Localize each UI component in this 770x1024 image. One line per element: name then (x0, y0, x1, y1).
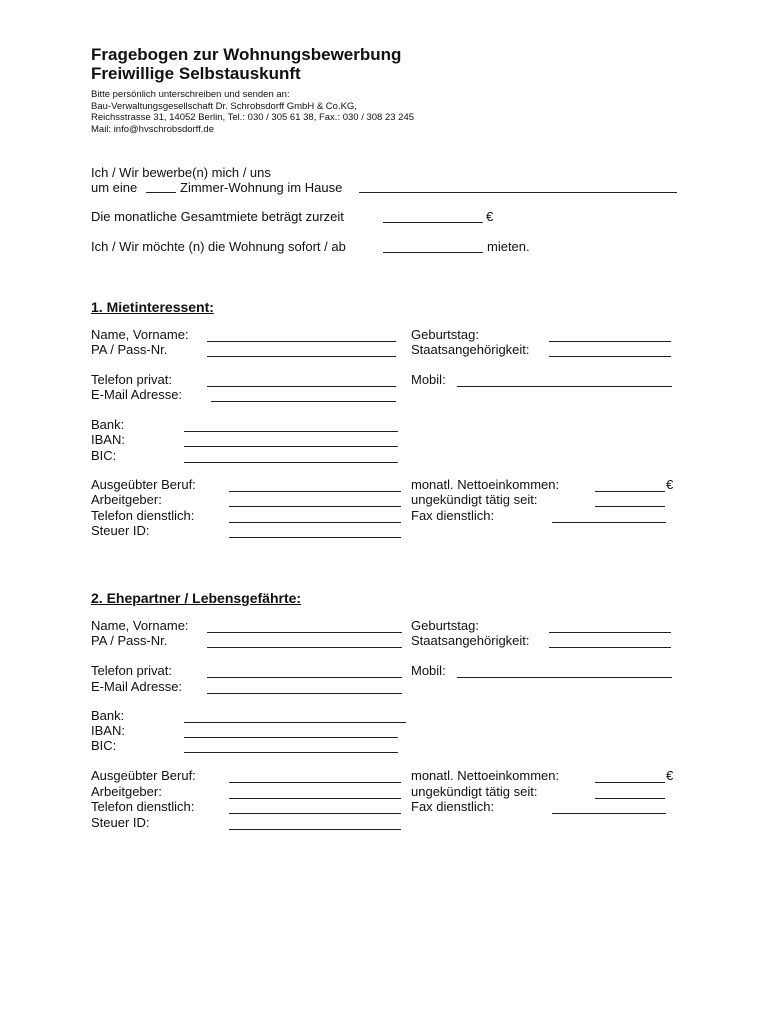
s2-birthday-label: Geburtstag: (411, 618, 479, 633)
rent-field[interactable] (383, 222, 483, 223)
document-subtitle: Freiwillige Selbstauskunft (91, 64, 301, 83)
s1-pass-field[interactable] (207, 356, 396, 357)
s1-phone-field[interactable] (207, 386, 396, 387)
application-line-2a: um eine (91, 180, 138, 195)
s1-fax-label: Fax dienstlich: (411, 508, 495, 523)
s2-tax-label: Steuer ID: (91, 815, 150, 830)
s1-job-label: Ausgeübter Beruf: (91, 477, 196, 492)
s1-phone-label: Telefon privat: (91, 372, 172, 387)
s1-work-phone-label: Telefon dienstlich: (91, 508, 195, 523)
s2-name-label: Name, Vorname: (91, 618, 189, 633)
s1-bic-label: BIC: (91, 448, 117, 463)
s2-phone-label: Telefon privat: (91, 663, 172, 678)
s2-name-field[interactable] (207, 632, 402, 633)
s2-bic-label: BIC: (91, 738, 117, 753)
s1-iban-label: IBAN: (91, 432, 125, 447)
s2-job-field[interactable] (229, 782, 401, 783)
s1-income-field[interactable] (595, 491, 665, 492)
s1-income-label: monatl. Nettoeinkommen: (411, 477, 560, 492)
s2-income-currency: € (666, 768, 674, 783)
s2-email-label: E-Mail Adresse: (91, 679, 183, 694)
s1-bic-field[interactable] (184, 462, 398, 463)
s1-tax-field[interactable] (229, 537, 401, 538)
s2-bank-label: Bank: (91, 708, 125, 723)
s1-work-phone-field[interactable] (229, 522, 401, 523)
s2-work-phone-field[interactable] (229, 813, 401, 814)
intro-line-3: Reichsstrasse 31, 14052 Berlin, Tel.: 030 / 305 61 38, Fax.: 030 / 308 23 245 (91, 112, 415, 123)
move-in-date-field[interactable] (383, 252, 483, 253)
s1-since-field[interactable] (595, 506, 665, 507)
s2-income-field[interactable] (595, 782, 665, 783)
s2-nationality-field[interactable] (549, 647, 671, 648)
s2-bank-field[interactable] (184, 722, 406, 723)
s2-employer-label: Arbeitgeber: (91, 784, 162, 799)
document-title: Fragebogen zur Wohnungsbewerbung (91, 45, 402, 64)
s1-tax-label: Steuer ID: (91, 523, 150, 538)
s2-mobile-label: Mobil: (411, 663, 446, 678)
s1-bank-field[interactable] (184, 431, 398, 432)
s1-employer-label: Arbeitgeber: (91, 492, 162, 507)
s1-fax-field[interactable] (552, 522, 666, 523)
application-line-1: Ich / Wir bewerbe(n) mich / uns (91, 165, 271, 180)
s2-pass-field[interactable] (207, 647, 402, 648)
s1-mobile-label: Mobil: (411, 372, 446, 387)
s2-income-label: monatl. Nettoeinkommen: (411, 768, 560, 783)
s2-work-phone-label: Telefon dienstlich: (91, 799, 195, 814)
section1-heading: 1. Mietinteressent: (91, 299, 214, 315)
s2-tax-field[interactable] (229, 829, 401, 830)
s2-birthday-field[interactable] (549, 632, 671, 633)
rent-currency: € (486, 209, 494, 224)
s1-name-field[interactable] (207, 341, 396, 342)
s1-bank-label: Bank: (91, 417, 125, 432)
intro-line-4: Mail: info@hvschrobsdorff.de (91, 123, 214, 135)
s1-email-label: E-Mail Adresse: (91, 387, 183, 402)
s2-employer-field[interactable] (229, 798, 401, 799)
move-in-label: Ich / Wir möchte (n) die Wohnung sofort / ab (91, 239, 346, 254)
s2-pass-label: PA / Pass-Nr. (91, 633, 168, 648)
s1-pass-label: PA / Pass-Nr. (91, 342, 168, 357)
s1-since-label: ungekündigt tätig seit: (411, 492, 538, 507)
application-line-2b: Zimmer-Wohnung im Hause (180, 180, 343, 195)
s2-iban-label: IBAN: (91, 723, 125, 738)
intro-line-1: Bitte persönlich unterschreiben und senden an: (91, 89, 290, 100)
s2-nationality-label: Staatsangehörigkeit: (411, 633, 530, 648)
s2-job-label: Ausgeübter Beruf: (91, 768, 196, 783)
move-in-suffix: mieten. (487, 239, 530, 254)
house-address-field[interactable] (359, 192, 677, 193)
section2-heading: 2. Ehepartner / Lebensgefährte: (91, 590, 302, 606)
s2-since-label: ungekündigt tätig seit: (411, 784, 538, 799)
s1-iban-field[interactable] (184, 446, 398, 447)
intro-line-2: Bau-Verwaltungsgesellschaft Dr. Schrobsdorff GmbH & Co.KG, (91, 100, 357, 112)
s1-name-label: Name, Vorname: (91, 327, 189, 342)
s1-nationality-field[interactable] (549, 356, 671, 357)
s1-birthday-label: Geburtstag: (411, 327, 479, 342)
s1-employer-field[interactable] (229, 506, 401, 507)
s2-fax-field[interactable] (552, 813, 666, 814)
s1-email-field[interactable] (211, 401, 396, 402)
s2-bic-field[interactable] (184, 752, 398, 753)
s1-income-currency: € (666, 477, 674, 492)
s2-phone-field[interactable] (207, 677, 402, 678)
rent-label: Die monatliche Gesamtmiete beträgt zurzeit (91, 209, 344, 224)
s1-birthday-field[interactable] (549, 341, 671, 342)
s2-since-field[interactable] (595, 798, 665, 799)
s1-nationality-label: Staatsangehörigkeit: (411, 342, 530, 357)
s1-job-field[interactable] (229, 491, 401, 492)
room-count-field[interactable] (146, 192, 176, 193)
s2-iban-field[interactable] (184, 737, 398, 738)
s1-mobile-field[interactable] (457, 386, 672, 387)
s2-fax-label: Fax dienstlich: (411, 799, 495, 814)
s2-mobile-field[interactable] (457, 677, 672, 678)
s2-email-field[interactable] (207, 693, 402, 694)
